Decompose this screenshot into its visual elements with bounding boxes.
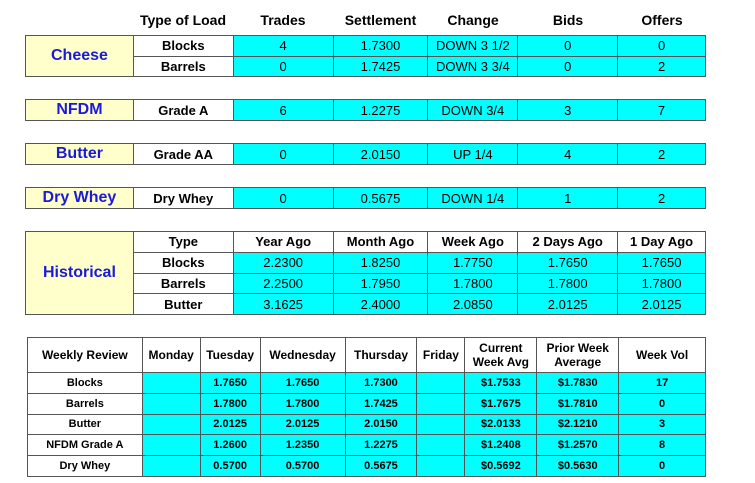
- weekly-cell: 1.7425: [345, 393, 417, 414]
- historical-table: [25, 231, 706, 315]
- weekly-cell: [417, 393, 465, 414]
- nfdm-settlement: 1.2275: [333, 100, 428, 121]
- weekly-cell: $1.7533: [465, 373, 537, 394]
- weekly-cell: $0.5692: [465, 456, 537, 477]
- historical-row-type: Barrels: [133, 273, 233, 294]
- weekly-cell: 1.7650: [260, 373, 345, 394]
- historical-cell: 1.8250: [333, 252, 428, 273]
- historical-cell: 1.7800: [618, 273, 706, 294]
- historical-cell: 2.2300: [233, 252, 333, 273]
- nfdm-bids: 3: [518, 100, 618, 121]
- historical-cell: 1.7950: [333, 273, 428, 294]
- cheese-settlement: 1.7300: [333, 36, 428, 57]
- cheese-offers: 2: [618, 56, 706, 77]
- weekly-cell: 17: [619, 373, 706, 394]
- historical-cell: 2.2500: [233, 273, 333, 294]
- weekly-cell: $2.1210: [537, 414, 619, 435]
- cheese-settlement: 1.7425: [333, 56, 428, 77]
- weekly-cell: 1.2350: [260, 435, 345, 456]
- weekly-row-label: Dry Whey: [28, 456, 143, 477]
- weekly-cell: $1.2408: [465, 435, 537, 456]
- weekly-header: Tuesday: [200, 338, 260, 373]
- drywhey-trades: 0: [233, 188, 333, 209]
- weekly-header: Current Week Avg: [465, 338, 537, 373]
- weekly-cell: [417, 456, 465, 477]
- historical-header: Week Ago: [428, 232, 518, 253]
- cheese-label: Cheese: [26, 36, 134, 77]
- header-trades: Trades: [260, 12, 306, 28]
- historical-cell: 1.7800: [428, 273, 518, 294]
- weekly-cell: [142, 456, 200, 477]
- historical-row-type: Butter: [133, 294, 233, 315]
- historical-header: 2 Days Ago: [518, 232, 618, 253]
- weekly-cell: $1.7675: [465, 393, 537, 414]
- historical-row-type: Blocks: [133, 252, 233, 273]
- weekly-header: Wednesday: [260, 338, 345, 373]
- weekly-cell: [417, 373, 465, 394]
- weekly-cell: [142, 435, 200, 456]
- historical-cell: 2.0125: [518, 294, 618, 315]
- weekly-cell: [142, 373, 200, 394]
- weekly-header: Thursday: [345, 338, 417, 373]
- cheese-bids: 0: [518, 56, 618, 77]
- weekly-row-label: NFDM Grade A: [28, 435, 143, 456]
- header-settlement: Settlement: [344, 12, 417, 28]
- weekly-cell: $2.0133: [465, 414, 537, 435]
- butter-label: Butter: [26, 144, 134, 165]
- nfdm-type: Grade A: [133, 100, 233, 121]
- historical-label: Historical: [26, 232, 134, 315]
- weekly-header: Prior Week Average: [537, 338, 619, 373]
- butter-change: UP 1/4: [428, 144, 518, 165]
- weekly-header: Weekly Review: [28, 338, 143, 373]
- header-type-of-load: Type of Load: [139, 12, 227, 28]
- weekly-cell: 2.0125: [260, 414, 345, 435]
- historical-header: Type: [133, 232, 233, 253]
- butter-bids: 4: [518, 144, 618, 165]
- drywhey-offers: 2: [618, 188, 706, 209]
- cheese-change: DOWN 3 1/2: [428, 36, 518, 57]
- historical-cell: 2.4000: [333, 294, 428, 315]
- cheese-change: DOWN 3 3/4: [428, 56, 518, 77]
- historical-cell: 2.0125: [618, 294, 706, 315]
- drywhey-change: DOWN 1/4: [428, 188, 518, 209]
- weekly-cell: 1.7300: [345, 373, 417, 394]
- cheese-table: [25, 35, 706, 77]
- butter-type: Grade AA: [133, 144, 233, 165]
- drywhey-type: Dry Whey: [133, 188, 233, 209]
- butter-offers: 2: [618, 144, 706, 165]
- weekly-header: Week Vol: [619, 338, 706, 373]
- butter-trades: 0: [233, 144, 333, 165]
- weekly-cell: [142, 414, 200, 435]
- historical-cell: 1.7800: [518, 273, 618, 294]
- weekly-cell: 1.7800: [260, 393, 345, 414]
- weekly-row-label: Barrels: [28, 393, 143, 414]
- cheese-offers: 0: [618, 36, 706, 57]
- historical-header: Month Ago: [333, 232, 428, 253]
- weekly-cell: 0.5675: [345, 456, 417, 477]
- weekly-cell: 1.7650: [200, 373, 260, 394]
- weekly-cell: 1.2600: [200, 435, 260, 456]
- drywhey-settlement: 0.5675: [333, 188, 428, 209]
- header-offers: Offers: [641, 12, 683, 28]
- nfdm-table: [25, 99, 706, 121]
- nfdm-label: NFDM: [26, 100, 134, 121]
- weekly-cell: 2.0125: [200, 414, 260, 435]
- historical-cell: 1.7650: [618, 252, 706, 273]
- weekly-review-table: [27, 337, 706, 477]
- cheese-type: Blocks: [133, 36, 233, 57]
- cheese-trades: 0: [233, 56, 333, 77]
- cheese-bids: 0: [518, 36, 618, 57]
- butter-table: [25, 143, 706, 165]
- weekly-cell: [417, 435, 465, 456]
- weekly-cell: 1.7800: [200, 393, 260, 414]
- weekly-row-label: Butter: [28, 414, 143, 435]
- weekly-cell: $0.5630: [537, 456, 619, 477]
- weekly-header: Friday: [417, 338, 465, 373]
- weekly-cell: 8: [619, 435, 706, 456]
- historical-cell: 1.7750: [428, 252, 518, 273]
- historical-cell: 2.0850: [428, 294, 518, 315]
- historical-header: 1 Day Ago: [618, 232, 706, 253]
- nfdm-change: DOWN 3/4: [428, 100, 518, 121]
- drywhey-table: [25, 187, 706, 209]
- weekly-cell: 3: [619, 414, 706, 435]
- weekly-cell: [142, 393, 200, 414]
- weekly-cell: 1.2275: [345, 435, 417, 456]
- weekly-header: Monday: [142, 338, 200, 373]
- weekly-cell: [417, 414, 465, 435]
- drywhey-bids: 1: [518, 188, 618, 209]
- weekly-cell: $1.7830: [537, 373, 619, 394]
- weekly-cell: 2.0150: [345, 414, 417, 435]
- header-change: Change: [447, 12, 499, 28]
- header-bids: Bids: [552, 12, 584, 28]
- weekly-row-label: Blocks: [28, 373, 143, 394]
- weekly-cell: 0: [619, 393, 706, 414]
- weekly-cell: $1.2570: [537, 435, 619, 456]
- weekly-cell: $1.7810: [537, 393, 619, 414]
- nfdm-trades: 6: [233, 100, 333, 121]
- drywhey-label: Dry Whey: [26, 188, 134, 209]
- cheese-type: Barrels: [133, 56, 233, 77]
- cheese-trades: 4: [233, 36, 333, 57]
- weekly-cell: 0: [619, 456, 706, 477]
- historical-cell: 3.1625: [233, 294, 333, 315]
- nfdm-offers: 7: [618, 100, 706, 121]
- weekly-cell: 0.5700: [200, 456, 260, 477]
- weekly-cell: 0.5700: [260, 456, 345, 477]
- historical-header: Year Ago: [233, 232, 333, 253]
- butter-settlement: 2.0150: [333, 144, 428, 165]
- historical-cell: 1.7650: [518, 252, 618, 273]
